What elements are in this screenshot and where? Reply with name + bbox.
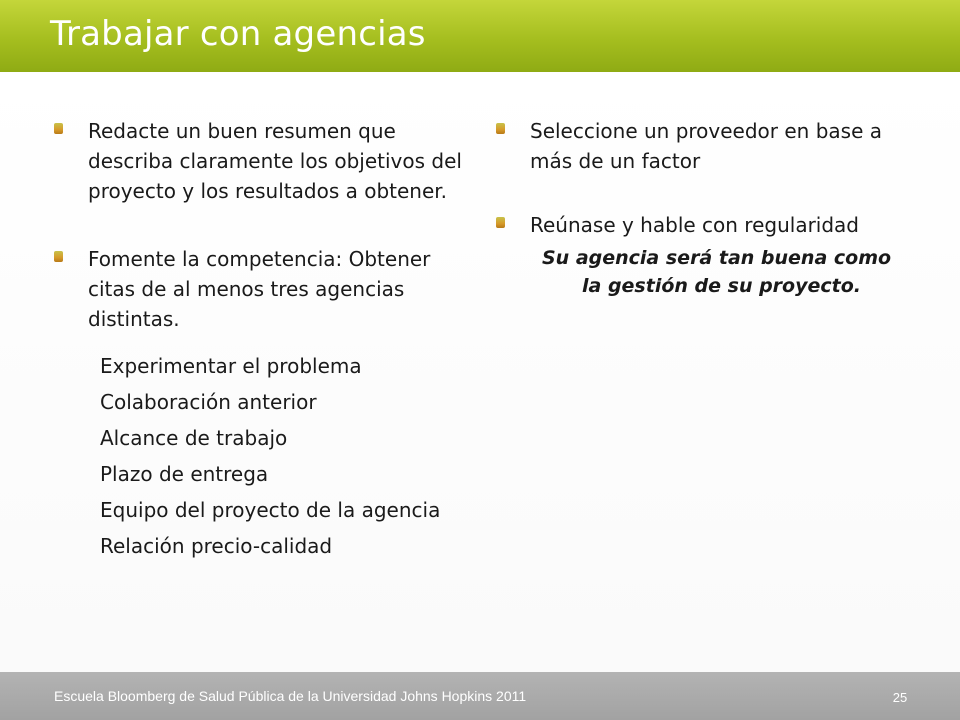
- bullet-icon: [496, 217, 505, 228]
- criteria-item: Plazo de entrega: [100, 462, 269, 486]
- bullet-text: Reúnase y hable con regularidad: [530, 213, 859, 237]
- criteria-item: Experimentar el problema: [100, 354, 362, 378]
- bullet-item: [48, 116, 478, 206]
- slide-content: [0, 72, 960, 672]
- criteria-item: Equipo del proyecto de la agencia: [100, 498, 441, 522]
- right-column: [490, 116, 910, 300]
- criteria-item: Colaboración anterior: [100, 390, 317, 414]
- bullet-text: Fomente la competencia: Obtener citas de al menos tres agencias distintas.: [88, 247, 431, 331]
- copyright-text: Escuela Bloomberg de Salud Pública de la Universidad Johns Hopkins 2011: [54, 688, 527, 704]
- title-bar: [0, 0, 960, 72]
- bullet-item: [48, 244, 478, 334]
- emphasis-note: Su agencia será tan buena como la gestión de su proyecto.: [542, 247, 892, 297]
- footer: [0, 672, 960, 720]
- slide-title: Trabajar con agencias: [50, 14, 426, 54]
- criteria-item: Alcance de trabajo: [100, 426, 288, 450]
- bullet-icon: [54, 251, 63, 262]
- bullet-item: [490, 116, 910, 176]
- criteria-list: [48, 348, 478, 564]
- bullet-icon: [496, 123, 505, 134]
- bullet-icon: [54, 123, 63, 134]
- criteria-item: Relación precio-calidad: [100, 534, 333, 558]
- bullet-text: Redacte un buen resumen que describa claramente los objetivos del proyecto y los resultados a obtener.: [88, 119, 462, 203]
- left-column: [48, 116, 478, 564]
- bullet-item: [490, 210, 910, 240]
- bullet-text: Seleccione un proveedor en base a más de un factor: [530, 119, 882, 173]
- page-number: 25: [892, 690, 908, 705]
